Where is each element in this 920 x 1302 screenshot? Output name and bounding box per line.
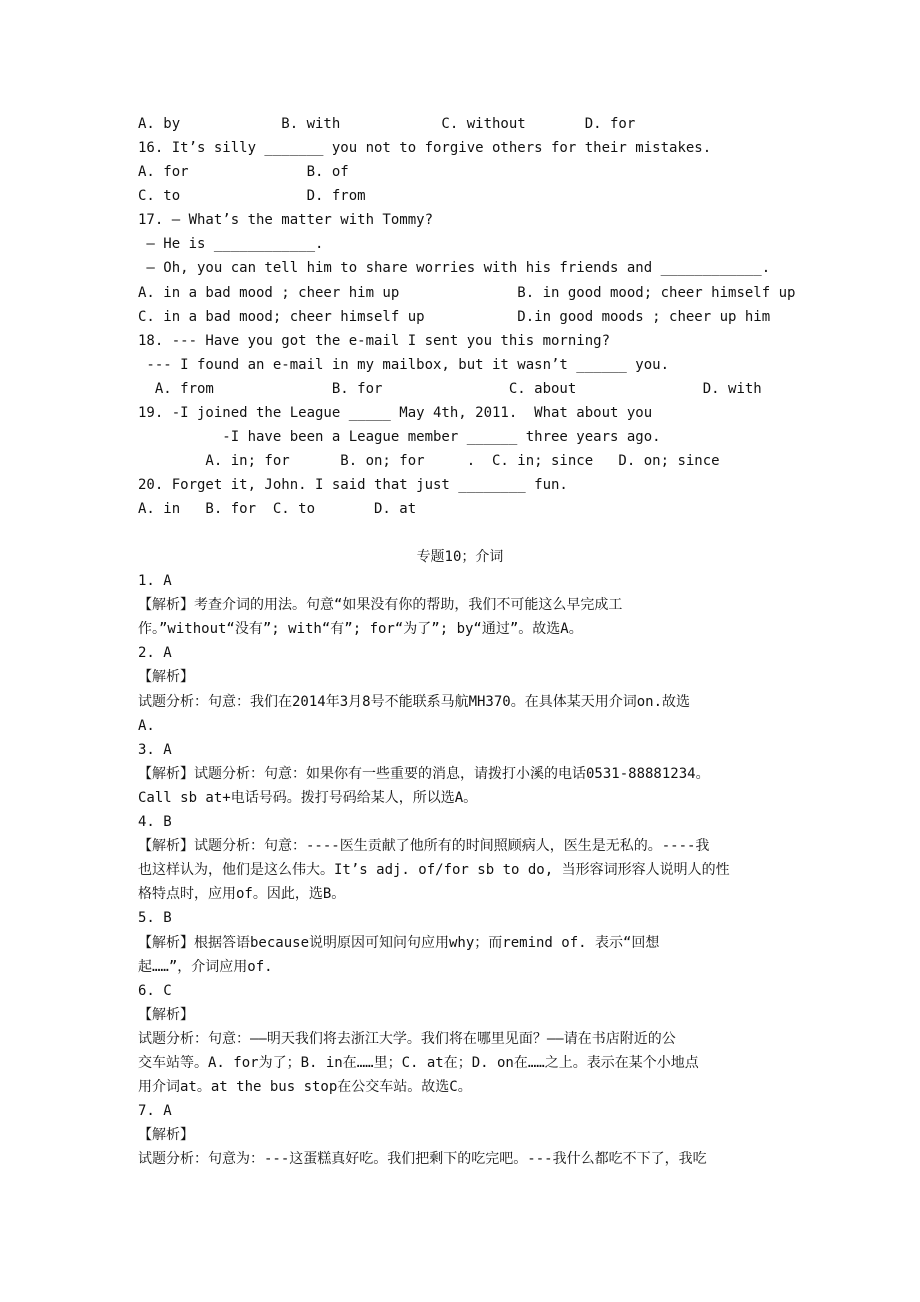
answer-line: 试题分析：句意：我们在2014年3月8号不能联系马航MH370。在具体某天用介词on.故选 <box>138 694 691 710</box>
answer-line: 试题分析：句意为：---这蛋糕真好吃。我们把剩下的吃完吧。---我什么都吃不下了，我吃 <box>138 1151 707 1167</box>
section-title: 专题10；介词 <box>416 549 504 565</box>
question-line: 17. – What’s the matter with Tommy? <box>138 212 434 228</box>
answer-line: 1. A <box>138 573 172 589</box>
question-line: A. in B. for C. to D. at <box>138 501 417 517</box>
answer-line: 用介词at。at the bus stop在公交车站。故选C。 <box>138 1079 472 1095</box>
answer-line: 【解析】试题分析：句意：----医生贡献了他所有的时间照顾病人，医生是无私的。----我 <box>138 838 710 854</box>
answer-line: 【解析】 <box>138 1127 194 1143</box>
question-line: A. in a bad mood ; cheer him up B. in good mood; cheer himself up <box>138 285 796 301</box>
answer-line: 也这样认为，他们是这么伟大。It’s adj. of/for sb to do, 当形容词形容人说明人的性 <box>138 862 730 878</box>
answer-line: 3. A <box>138 742 172 758</box>
answer-line: 试题分析：句意：——明天我们将去浙江大学。我们将在哪里见面？——请在书店附近的公 <box>138 1031 676 1047</box>
answer-line: 5. B <box>138 910 172 926</box>
question-line: A. by B. with C. without D. for <box>138 116 636 132</box>
answer-line: 【解析】试题分析：句意：如果你有一些重要的消息，请拨打小溪的电话0531-88881234。 <box>138 766 710 782</box>
answer-line: 【解析】 <box>138 669 194 685</box>
answer-line: 6. C <box>138 983 172 999</box>
question-line: 20. Forget it, John. I said that just ________ fun. <box>138 477 568 493</box>
question-line: 18. --- Have you got the e-mail I sent you this morning? <box>138 333 611 349</box>
question-line: – Oh, you can tell him to share worries with his friends and ____________. <box>138 260 771 276</box>
answer-line: 格特点时，应用of。因此，选B。 <box>138 886 346 902</box>
answer-line: Call sb at+电话号码。拨打号码给某人，所以选A。 <box>138 790 478 806</box>
question-line: A. for B. of <box>138 164 349 180</box>
answer-line: 作。”without“没有”; with“有”; for“为了”; by“通过”。故选A。 <box>138 621 583 637</box>
question-line: A. in; for B. on; for . C. in; since D. on; since <box>138 453 720 469</box>
answer-line: 【解析】根据答语because说明原因可知问句应用why；而remind of. 表示“回想 <box>138 935 660 951</box>
question-line: --- I found an e-mail in my mailbox, but it wasn’t ______ you. <box>138 357 670 373</box>
answer-line: 【解析】 <box>138 1007 194 1023</box>
answer-line: 起……”，介词应用of. <box>138 959 273 975</box>
question-line: C. to D. from <box>138 188 366 204</box>
question-line: -I have been a League member ______ three years ago. <box>138 429 661 445</box>
question-line: A. from B. for C. about D. with <box>138 381 762 397</box>
answer-line: 交车站等。A. for为了；B. in在……里；C. at在；D. on在……之上。表示在某个小地点 <box>138 1055 699 1071</box>
question-line: 19. -I joined the League _____ May 4th, 2011. What about you <box>138 405 653 421</box>
answer-line: 7. A <box>138 1103 172 1119</box>
answer-line: 【解析】考查介词的用法。句意“如果没有你的帮助，我们不可能这么早完成工 <box>138 597 623 613</box>
answer-line: 2. A <box>138 645 172 661</box>
question-line: – He is ____________. <box>138 236 324 252</box>
answer-line: 4. B <box>138 814 172 830</box>
question-line: C. in a bad mood; cheer himself up D.in good moods ; cheer up him <box>138 309 771 325</box>
question-line: 16. It’s silly _______ you not to forgive others for their mistakes. <box>138 140 712 156</box>
answer-line: A. <box>138 718 155 734</box>
